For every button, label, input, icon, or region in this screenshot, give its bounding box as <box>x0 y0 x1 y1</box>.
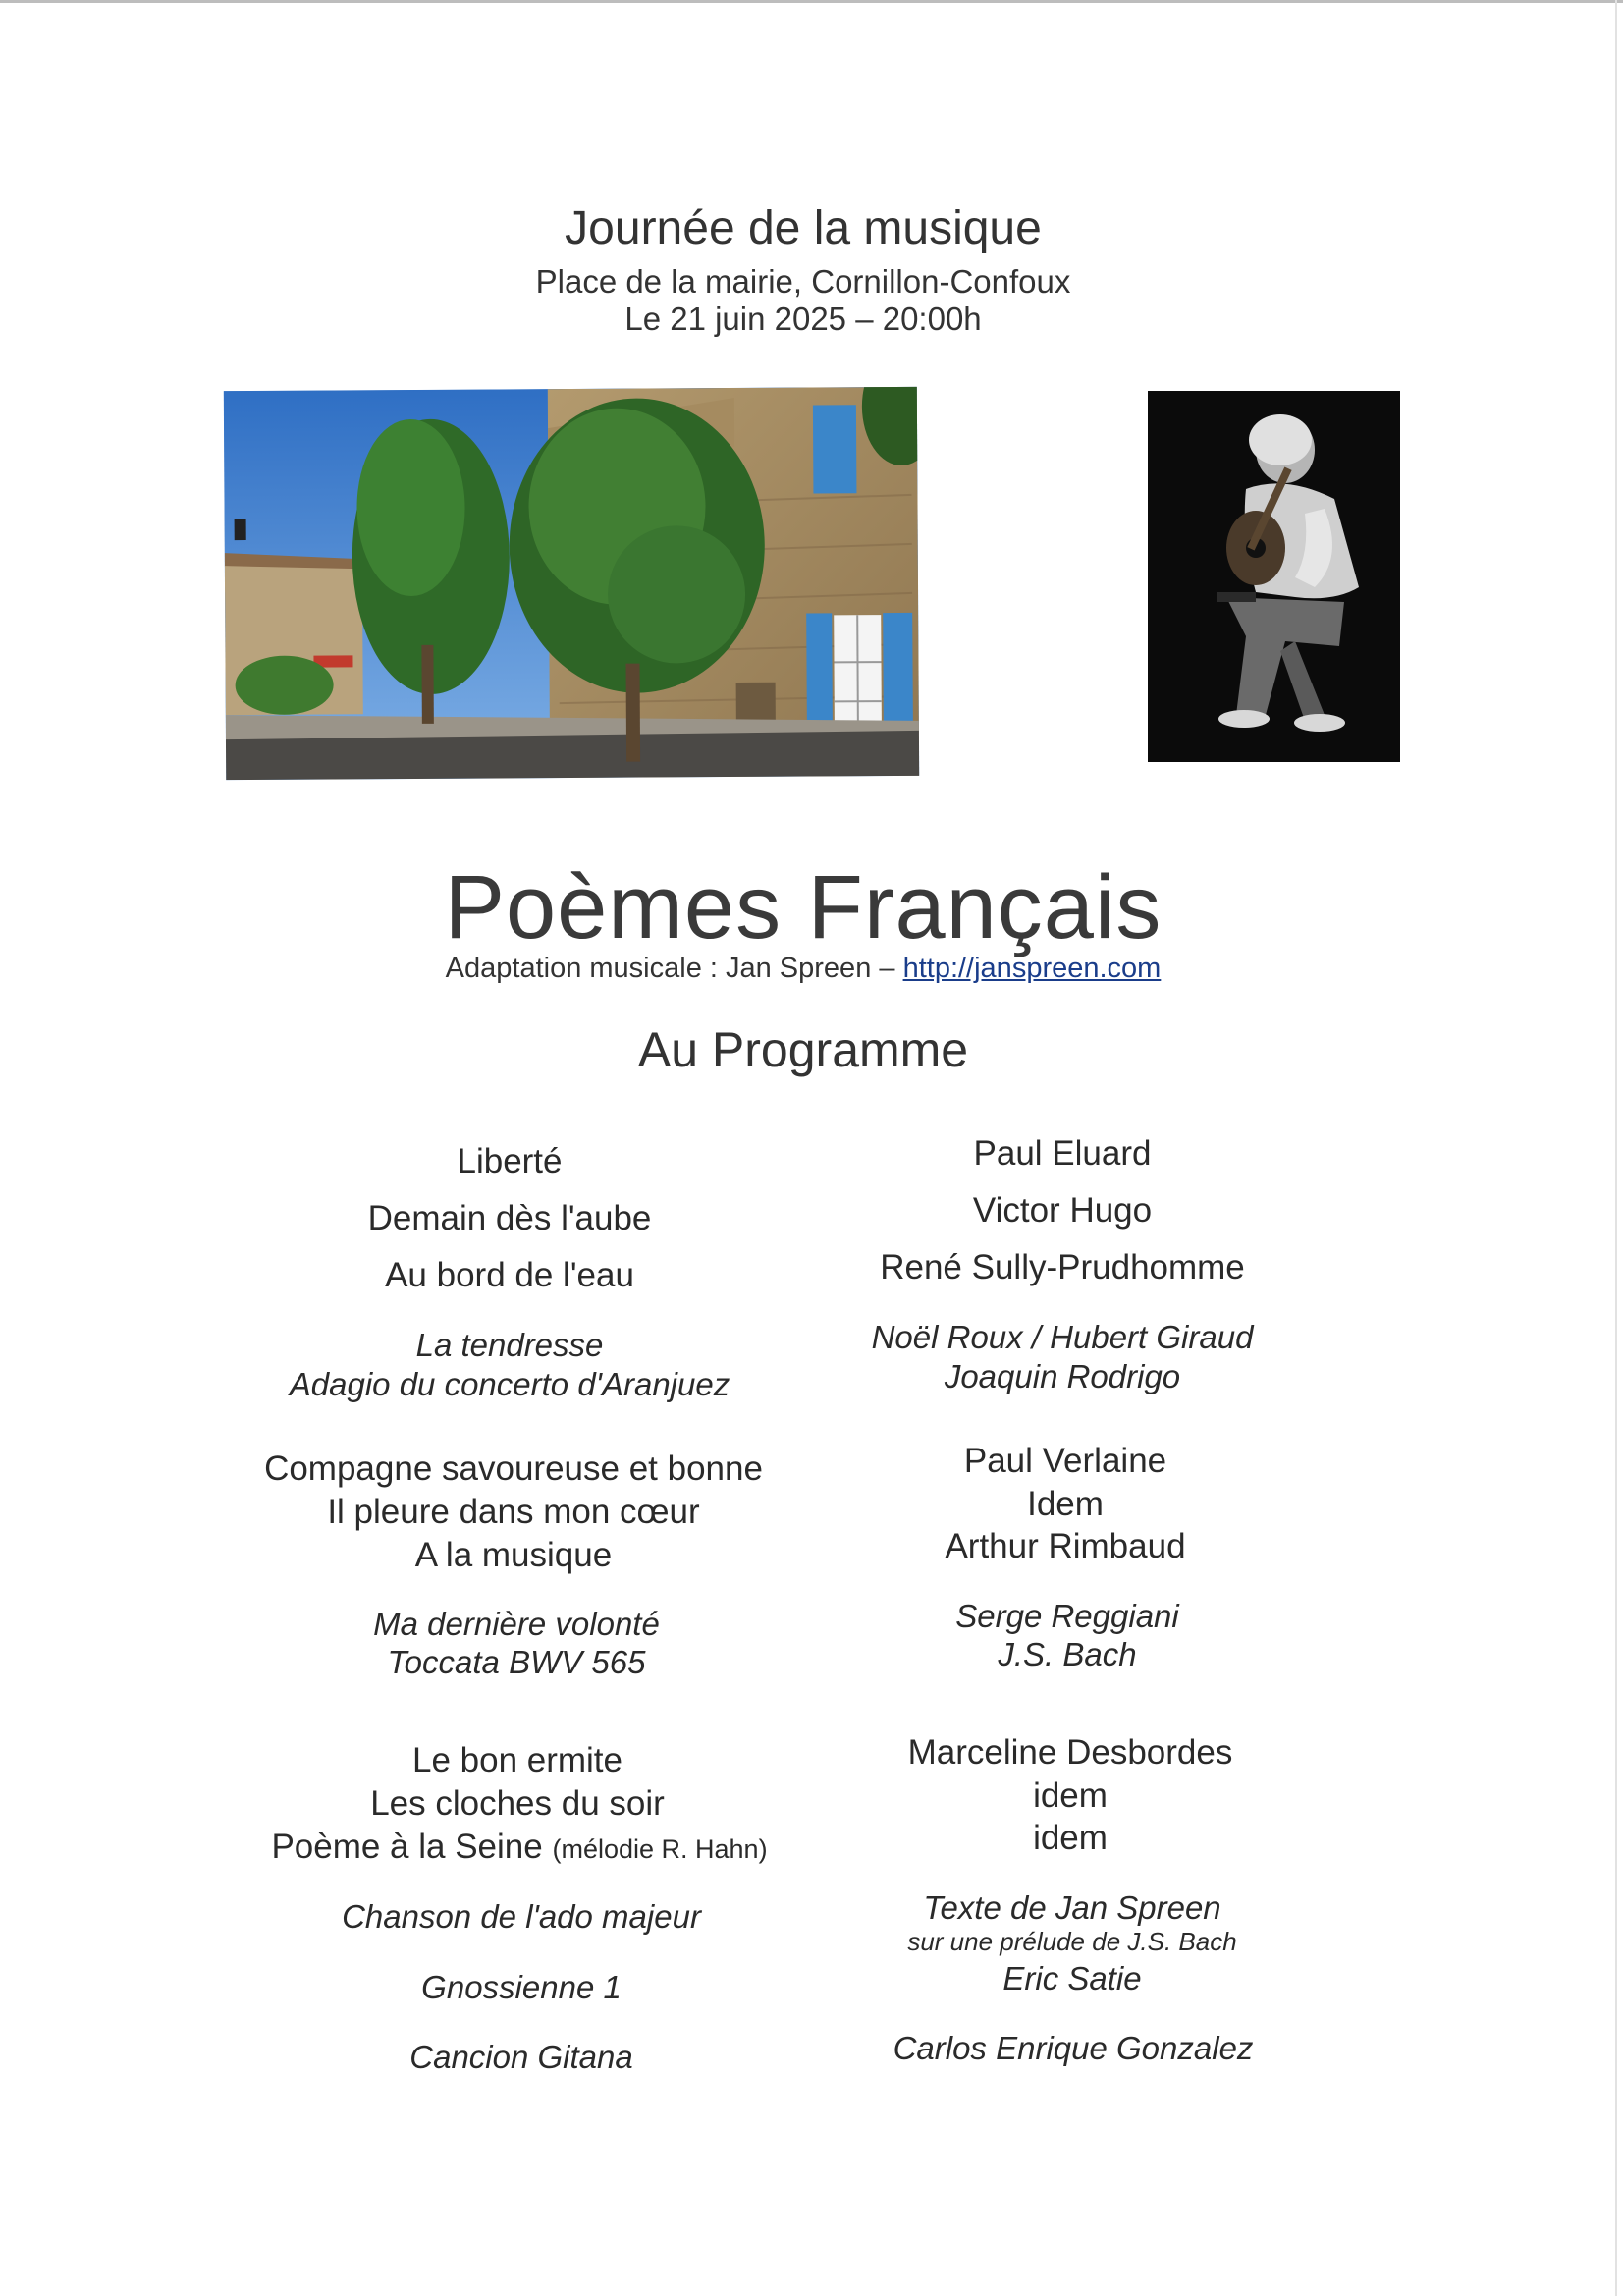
village-square-photo <box>224 387 919 780</box>
scan-right-edge <box>1615 0 1617 2296</box>
poem-author: Marceline Desbordes <box>907 1733 1233 1772</box>
music-title: Gnossienne 1 <box>421 1969 622 2005</box>
music-composer-note: sur une prélude de J.S. Bach <box>907 1927 1237 1956</box>
music-title: Ma dernière volonté <box>373 1606 660 1642</box>
scan-top-edge <box>0 0 1623 3</box>
poem-title: Le bon ermite <box>411 1741 623 1779</box>
poem-title: Les cloches du soir <box>370 1784 665 1823</box>
melody-note: (mélodie R. Hahn) <box>552 1834 768 1864</box>
music-composer: Joaquin Rodrigo <box>944 1358 1181 1394</box>
poem-author: Paul Eluard <box>973 1134 1152 1173</box>
poem-author: Paul Verlaine <box>963 1442 1167 1480</box>
music-composer: Carlos Enrique Gonzalez <box>893 2030 1254 2066</box>
music-composer: Texte de Jan Spreen <box>923 1889 1221 1926</box>
website-link[interactable]: http://janspreen.com <box>902 953 1162 984</box>
music-title: Toccata BWV 565 <box>387 1644 646 1680</box>
poem-title: Poème à la Seine <box>271 1828 543 1866</box>
event-title: Journée de la musique <box>565 202 1042 254</box>
event-place: Place de la mairie, Cornillon-Confoux <box>535 263 1071 300</box>
music-composer: Serge Reggiani <box>955 1598 1179 1634</box>
poem-title: Il pleure dans mon cœur <box>327 1493 700 1531</box>
music-title: Cancion Gitana <box>409 2039 633 2075</box>
poem-author: Victor Hugo <box>972 1191 1153 1230</box>
music-title: Adagio du concerto d'Aranjuez <box>289 1366 730 1402</box>
poem-title: A la musique <box>414 1536 613 1574</box>
poem-title-with-note <box>271 1830 767 1864</box>
poem-author: Arthur Rimbaud <box>945 1527 1186 1565</box>
poem-title: Au bord de l'eau <box>385 1256 634 1294</box>
music-title: Chanson de l'ado majeur <box>342 1898 701 1935</box>
poem-title: Demain dès l'aube <box>367 1199 652 1237</box>
poem-author: Idem <box>1027 1485 1104 1523</box>
poem-title: Liberté <box>457 1142 563 1180</box>
adaptation-label: Adaptation musicale : Jan Spreen – <box>445 953 903 984</box>
adaptation-line <box>446 953 1162 985</box>
poem-author: idem <box>1033 1777 1108 1815</box>
program-heading: Au Programme <box>637 1022 969 1077</box>
guitarist-photo <box>1148 391 1400 762</box>
music-composer: Eric Satie <box>1002 1960 1142 1996</box>
concert-title: Poèmes Français <box>444 857 1163 957</box>
music-composer: J.S. Bach <box>998 1636 1137 1672</box>
event-date: Le 21 juin 2025 – 20:00h <box>624 301 982 337</box>
music-composer: Noël Roux / Hubert Giraud <box>871 1319 1254 1355</box>
poem-author: idem <box>1033 1819 1108 1857</box>
poem-author: René Sully-Prudhomme <box>880 1248 1245 1286</box>
poem-title: Compagne savoureuse et bonne <box>264 1449 763 1488</box>
music-title: La tendresse <box>415 1327 604 1363</box>
